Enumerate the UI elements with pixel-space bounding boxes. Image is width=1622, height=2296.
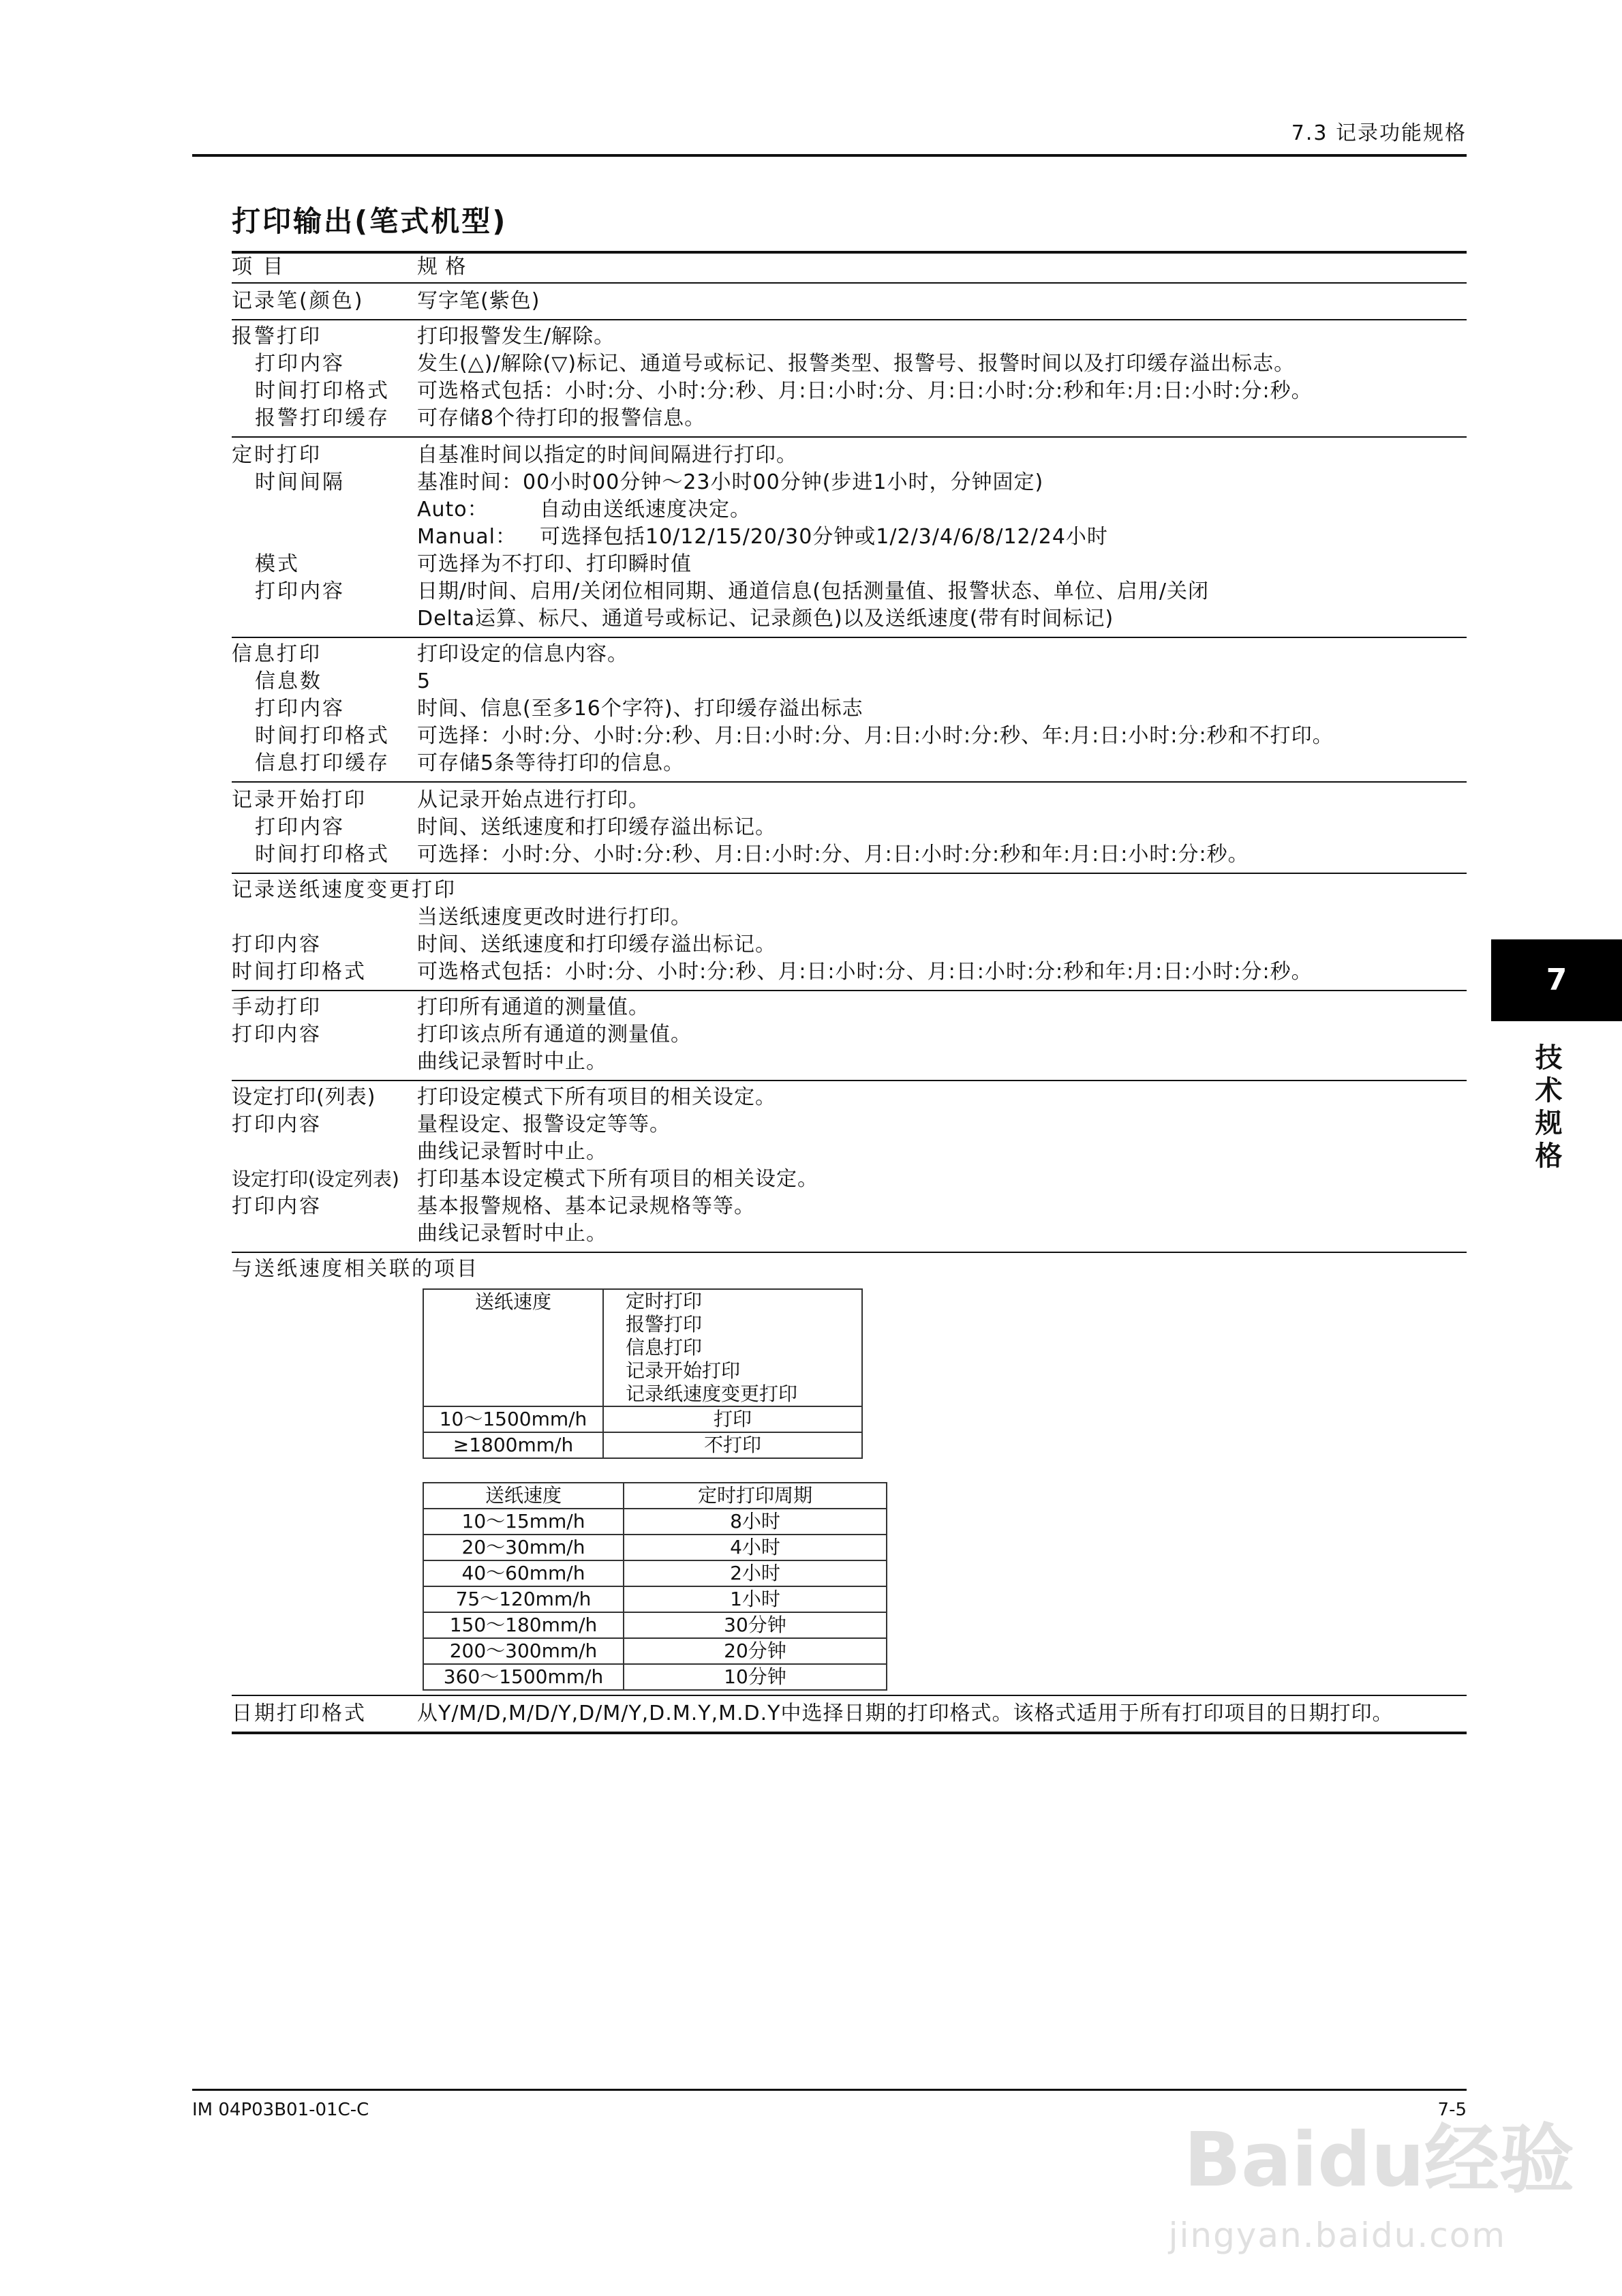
rule	[232, 282, 1467, 284]
row-msg-timefmt: 时间打印格式 可选择：小时:分、小时:分:秒、月:日:小时:分、月:日:小时:分:秒、年:月:日:小时:分:秒和不打印。	[255, 724, 1334, 748]
row-interval: 时间间隔 基准时间：00小时00分钟～23小时00分钟(步进1小时，分钟固定)	[255, 470, 1044, 494]
row-manual-pause: 曲线记录暂时中止。	[417, 1050, 607, 1074]
row-setting-list-pause: 曲线记录暂时中止。	[417, 1140, 607, 1164]
table-row: 200～300mm/h 20分钟	[423, 1638, 887, 1664]
rule	[232, 873, 1467, 874]
rule	[232, 436, 1467, 438]
row-setting-list-content: 打印内容 量程设定、报警设定等等。	[232, 1113, 671, 1136]
row-msg-print: 信息打印 打印设定的信息内容。	[232, 642, 628, 666]
row-mode: 模式 可选择为不打印、打印瞬时值	[255, 552, 692, 576]
row-basic-setting-pause: 曲线记录暂时中止。	[417, 1222, 607, 1245]
row-basic-setting-content: 打印内容 基本报警规格、基本记录规格等等。	[232, 1194, 755, 1218]
table-row: 10～1500mm/h 打印	[423, 1406, 862, 1432]
rule	[232, 637, 1467, 638]
row-timed-content-cont: Delta运算、标尺、通道号或标记、记录颜色)以及送纸速度(带有时间标记)	[417, 607, 1114, 631]
t1-header-speed: 送纸速度	[423, 1289, 603, 1406]
row-speed-change-timefmt: 时间打印格式 可选格式包括：小时:分、小时:分:秒、月:日:小时:分、月:日:小时:分:秒和年:月:日:小时:分:秒。	[232, 960, 1313, 984]
table-row: 10～15mm/h 8小时	[423, 1509, 887, 1535]
page-title: 打印输出(笔式机型)	[232, 205, 508, 238]
row-timed-print: 定时打印 自基准时间以指定的时间间隔进行打印。	[232, 443, 797, 467]
row-speed-change: 记录送纸速度变更打印	[232, 878, 457, 902]
row-rec-start-content: 打印内容 时间、送纸速度和打印缓存溢出标记。	[255, 815, 776, 839]
table-row: ≥1800mm/h 不打印	[423, 1432, 862, 1458]
header-rule	[192, 154, 1467, 157]
watermark-url: jingyan.baidu.com	[1168, 2216, 1506, 2255]
row-date-format: 日期打印格式 从Y/M/D,M/D/Y,D/M/Y,D.M.Y,M.D.Y中选择日期的打印格式。该格式适用于所有打印项目的日期打印。	[232, 1702, 1394, 1725]
row-alarm-timefmt: 时间打印格式 可选格式包括：小时:分、小时:分:秒、月:日:小时:分、月:日:小时:分:秒和年:月:日:小时:分:秒。	[255, 379, 1313, 403]
row-speed-change-content: 打印内容 时间、送纸速度和打印缓存溢出标记。	[232, 933, 776, 956]
row-manual: Manual： 可选择包括10/12/15/20/30分钟或1/2/3/4/6/8/12/24小时	[417, 525, 1108, 549]
row-pen: 记录笔(颜色) 写字笔(紫色)	[232, 289, 540, 313]
header-spec: 规 格	[417, 255, 467, 279]
row-msg-count: 信息数 5	[255, 669, 431, 693]
rule	[232, 1252, 1467, 1253]
table-row: 360～1500mm/h 10分钟	[423, 1664, 887, 1690]
table-row: 75～120mm/h 1小时	[423, 1586, 887, 1612]
rule	[232, 990, 1467, 991]
page-number: 7-5	[1437, 2100, 1467, 2120]
t2-header-speed: 送纸速度	[423, 1483, 624, 1509]
row-rec-start-timefmt: 时间打印格式 可选择：小时:分、小时:分:秒、月:日:小时:分、月:日:小时:分:秒和年:月:日:小时:分:秒。	[255, 843, 1249, 866]
chapter-label: 技术规格	[1531, 1043, 1562, 1174]
t2-header-period: 定时打印周期	[624, 1483, 887, 1509]
row-rec-start: 记录开始打印 从记录开始点进行打印。	[232, 788, 649, 812]
row-timed-content: 打印内容 日期/时间、启用/关闭位相同期、通道信息(包括测量值、报警状态、单位、启用/关闭	[255, 579, 1210, 603]
rule	[232, 1080, 1467, 1081]
row-speed-related: 与送纸速度相关联的项目	[232, 1257, 479, 1281]
row-auto: Auto： 自动由送纸速度决定。	[417, 498, 751, 522]
watermark-logo: Baidu经验	[1184, 2116, 1574, 2203]
row-msg-content: 打印内容 时间、信息(至多16个字符)、打印缓存溢出标志	[255, 697, 863, 721]
footer-rule	[192, 2089, 1467, 2091]
table-header	[232, 254, 1467, 281]
table-row: 20～30mm/h 4小时	[423, 1535, 887, 1560]
table-bottom-rule	[232, 1732, 1467, 1734]
row-speed-change-desc: 当送纸速度更改时进行打印。	[417, 905, 692, 929]
row-msg-buffer: 信息打印缓存 可存储5条等待打印的信息。	[255, 751, 685, 775]
row-setting-list: 设定打印(列表) 打印设定模式下所有项目的相关设定。	[232, 1085, 776, 1109]
section-header: 7.3 记录功能规格	[1291, 121, 1467, 145]
row-basic-setting-list: 设定打印(设定列表) 打印基本设定模式下所有项目的相关设定。	[232, 1167, 818, 1191]
table-row: 150～180mm/h 30分钟	[423, 1612, 887, 1638]
t1-header-items: 定时打印 报警打印 信息打印 记录开始打印 记录纸速度变更打印	[603, 1289, 862, 1406]
header-item: 项 目	[232, 255, 286, 279]
row-alarm-print: 报警打印 打印报警发生/解除。	[232, 324, 615, 348]
timed-period-table	[423, 1482, 887, 1691]
chapter-number-tab: 7	[1491, 939, 1622, 1021]
row-alarm-content: 打印内容 发生(△)/解除(▽)标记、通道号或标记、报警类型、报警号、报警时间以及打印缓存溢出标志。	[255, 352, 1296, 376]
row-manual-print: 手动打印 打印所有通道的测量值。	[232, 995, 649, 1019]
rule	[232, 781, 1467, 783]
rule	[232, 319, 1467, 320]
table-row: 40～60mm/h 2小时	[423, 1560, 887, 1586]
row-manual-content: 打印内容 打印该点所有通道的测量值。	[232, 1023, 692, 1046]
rule	[232, 1695, 1467, 1696]
row-alarm-buffer: 报警打印缓存 可存储8个待打印的报警信息。	[255, 406, 706, 430]
doc-id: IM 04P03B01-01C-C	[192, 2100, 369, 2120]
speed-print-table	[423, 1288, 863, 1459]
